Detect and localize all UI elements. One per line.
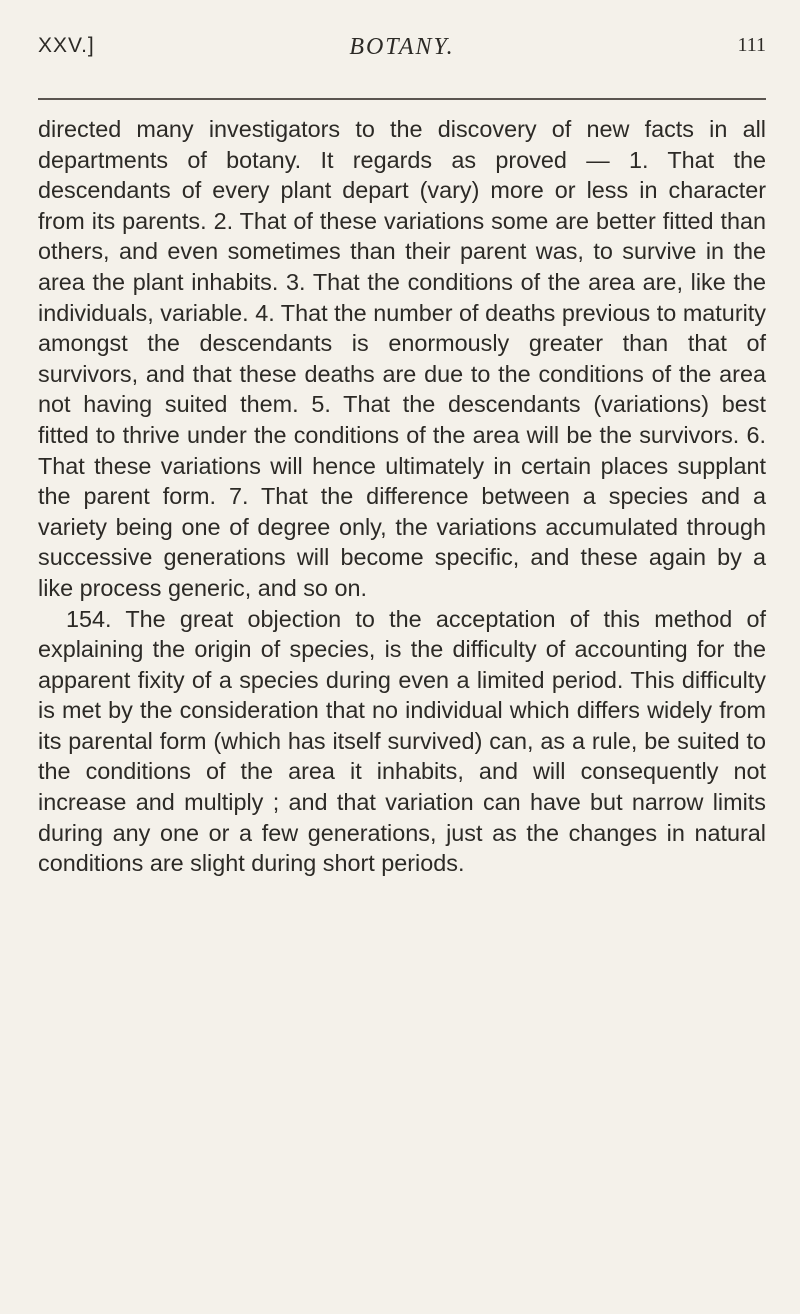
chapter-marker: XXV.]	[38, 34, 95, 57]
body-text	[38, 114, 766, 879]
running-header	[38, 34, 766, 64]
running-title: BOTANY.	[349, 34, 455, 60]
page-number: 111	[737, 34, 766, 56]
paragraph-154: 154. The great objection to the acceptation of this method of explaining the origin of species, is the difficulty of accounting for the apparent fixity of a species during even a limited period. This difficulty is met by the consideration that no individual which differs widely from its parental form (which has itself survived) can, as a rule, be suited to the conditions of the area it inhabits, and will consequently not increase and multiply ; and that variation can have but narrow limits during any one or a few generations, just as the changes in natural conditions are slight during short periods.	[38, 605, 766, 877]
paragraph-continued: directed many investigators to the discovery of new facts in all departments of botany. It regards as proved — 1. That the descendants of every plant depart (vary) more or less in character from its parents. 2. That of these variations some are better fitted than others, and even sometimes than their parent was, to survive in the area the plant inhabits. 3. That the conditions of the area are, like the individuals, variable. 4. That the number of deaths previous to maturity amongst the descendants is enormously greater than that of survivors, and that these deaths are due to the conditions of the area not having suited them. 5. That the descendants (variations) best fitted to thrive under the conditions of the area will be the survivors. 6. That these variations will hence ultimately in certain places supplant the parent form. 7. That the difference between a species and a variety being one of degree only, the variations accumulated through successive generations will become specific, and these again by a like process generic, and so on.	[38, 116, 766, 601]
header-rule	[38, 98, 766, 100]
